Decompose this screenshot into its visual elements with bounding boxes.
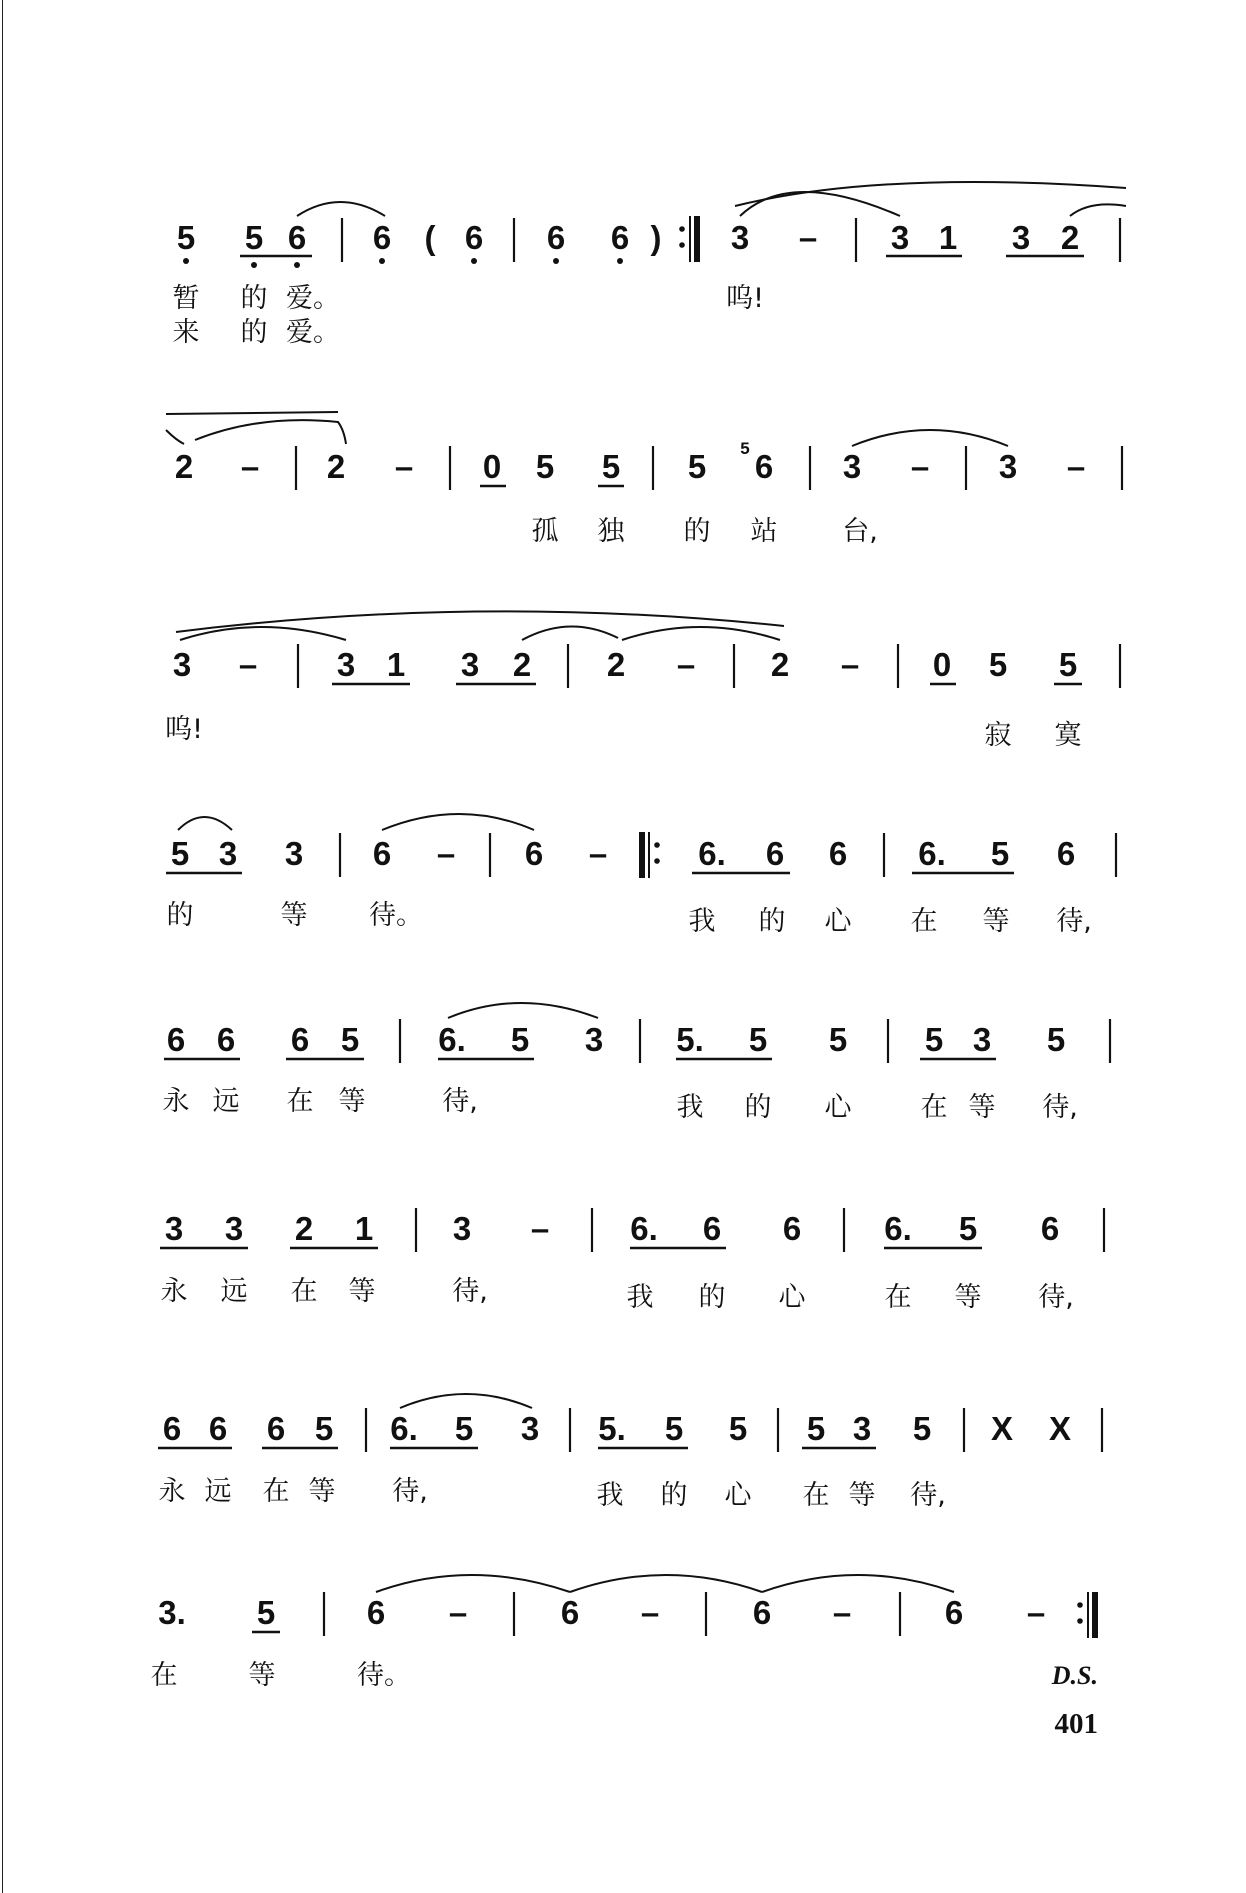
dash: – bbox=[238, 646, 258, 683]
lyric: 我 bbox=[676, 1092, 704, 1123]
lyric: 等 bbox=[308, 1476, 336, 1507]
note: 6 bbox=[1056, 835, 1076, 872]
note: 3 bbox=[520, 1410, 540, 1447]
note: 6. bbox=[438, 1021, 466, 1058]
note: 6 bbox=[524, 835, 544, 872]
lyric: 爱。 bbox=[286, 283, 340, 314]
dash: – bbox=[588, 835, 608, 872]
note: 2 bbox=[174, 448, 194, 485]
lyric: 寂 bbox=[984, 720, 1012, 751]
lyric: 在 bbox=[920, 1092, 948, 1123]
lyric: 待。 bbox=[369, 900, 423, 931]
note: 3 bbox=[972, 1021, 992, 1058]
note: 5 bbox=[806, 1410, 826, 1447]
note: 5 bbox=[454, 1410, 474, 1447]
note: 3 bbox=[460, 646, 480, 683]
dash: – bbox=[436, 835, 456, 872]
system-3 bbox=[165, 611, 1120, 751]
note: 1 bbox=[354, 1210, 374, 1247]
note: 3 bbox=[584, 1021, 604, 1058]
lyric: 待, bbox=[1042, 1092, 1078, 1123]
note: 6 bbox=[752, 1594, 772, 1631]
note: 3 bbox=[224, 1210, 244, 1247]
repeat-start-sign bbox=[642, 832, 660, 878]
note: 6 bbox=[290, 1021, 310, 1058]
note: 6. bbox=[918, 835, 946, 872]
dash: – bbox=[910, 448, 930, 485]
note: 6 bbox=[216, 1021, 236, 1058]
repeat-end-sign bbox=[679, 216, 697, 262]
paren-open: ( bbox=[424, 219, 436, 256]
slurs bbox=[166, 412, 1008, 446]
rhythm-x: X bbox=[1048, 1410, 1072, 1447]
lyric: 在 bbox=[286, 1086, 314, 1117]
note: 6. bbox=[390, 1410, 418, 1447]
note: 5 bbox=[244, 219, 264, 256]
lyric: 的 bbox=[166, 900, 194, 931]
lyric: 待, bbox=[392, 1476, 428, 1507]
note: 5 bbox=[990, 835, 1010, 872]
note: 5 bbox=[510, 1021, 530, 1058]
note: 6 bbox=[782, 1210, 802, 1247]
note: 3 bbox=[852, 1410, 872, 1447]
lyric: 等 bbox=[338, 1086, 366, 1117]
lyric: 的 bbox=[240, 283, 268, 314]
lyric: 心 bbox=[724, 1480, 752, 1511]
lyric: 寞 bbox=[1054, 720, 1082, 751]
lyric: 等 bbox=[848, 1480, 876, 1511]
lyric: 等 bbox=[954, 1282, 982, 1313]
note: 5 bbox=[988, 646, 1008, 683]
lyric: 远 bbox=[220, 1276, 248, 1307]
ds-mark: D.S. bbox=[1051, 1661, 1098, 1690]
system-1 bbox=[173, 182, 1127, 348]
note: 3 bbox=[164, 1210, 184, 1247]
lyric: 心 bbox=[824, 906, 852, 937]
lyric: 我 bbox=[626, 1282, 654, 1313]
note: 3 bbox=[172, 646, 192, 683]
system-7 bbox=[158, 1394, 1102, 1511]
note: 0 bbox=[482, 448, 502, 485]
note: 0 bbox=[932, 646, 952, 683]
note: 5 bbox=[535, 448, 555, 485]
lyric: 等 bbox=[968, 1092, 996, 1123]
note: 2 bbox=[326, 448, 346, 485]
note: 1 bbox=[386, 646, 406, 683]
slurs bbox=[178, 814, 534, 830]
lyric: 暂 bbox=[172, 283, 200, 314]
lyric: 在 bbox=[884, 1282, 912, 1313]
note: 6 bbox=[366, 1594, 386, 1631]
note: 5 bbox=[256, 1594, 276, 1631]
lyric: 永 bbox=[158, 1476, 186, 1507]
lyric: 来 bbox=[172, 317, 200, 348]
note: 3 bbox=[218, 835, 238, 872]
note: 2 bbox=[606, 646, 626, 683]
note: 6 bbox=[266, 1410, 286, 1447]
system-6 bbox=[160, 1208, 1104, 1313]
note: 6. bbox=[884, 1210, 912, 1247]
note: 5 bbox=[340, 1021, 360, 1058]
lyric: 独 bbox=[597, 516, 625, 547]
lyric: 永 bbox=[160, 1276, 188, 1307]
note: 6 bbox=[754, 448, 774, 485]
note: 5 bbox=[601, 448, 621, 485]
lyric: 呜! bbox=[165, 714, 203, 745]
note: 5 bbox=[664, 1410, 684, 1447]
lyric: 待, bbox=[1038, 1282, 1074, 1313]
note: 6 bbox=[372, 219, 392, 256]
lyric: 心 bbox=[824, 1092, 852, 1123]
note: 3 bbox=[452, 1210, 472, 1247]
grace-note: 5 bbox=[740, 439, 750, 458]
dash: – bbox=[530, 1210, 550, 1247]
note: 5 bbox=[958, 1210, 978, 1247]
slurs bbox=[176, 611, 784, 640]
note: 6 bbox=[560, 1594, 580, 1631]
note: 5 bbox=[314, 1410, 334, 1447]
note: 5 bbox=[748, 1021, 768, 1058]
lyric: 待, bbox=[442, 1086, 478, 1117]
lyric: 等 bbox=[280, 900, 308, 931]
note: 6. bbox=[698, 835, 726, 872]
lyric: 待, bbox=[1056, 906, 1092, 937]
note: 6 bbox=[287, 219, 307, 256]
note: 3 bbox=[730, 219, 750, 256]
note: 6 bbox=[166, 1021, 186, 1058]
lyric: 等 bbox=[348, 1276, 376, 1307]
note: 3 bbox=[284, 835, 304, 872]
lyric: 的 bbox=[744, 1092, 772, 1123]
lyric: 站 bbox=[750, 516, 778, 547]
note: 6 bbox=[546, 219, 566, 256]
lyric: 在 bbox=[910, 906, 938, 937]
lyric: 的 bbox=[698, 1282, 726, 1313]
slurs bbox=[376, 1575, 954, 1592]
note: 6 bbox=[828, 835, 848, 872]
dash: – bbox=[1026, 1594, 1046, 1631]
lyric: 待, bbox=[452, 1276, 488, 1307]
note: 5 bbox=[170, 835, 190, 872]
lyric: 的 bbox=[660, 1480, 688, 1511]
note: 5 bbox=[1058, 646, 1078, 683]
lyric: 台, bbox=[842, 516, 878, 547]
system-8 bbox=[151, 1575, 1099, 1691]
note: 6 bbox=[372, 835, 392, 872]
paren-close: ) bbox=[650, 219, 662, 256]
dash: – bbox=[798, 219, 818, 256]
note: 5. bbox=[598, 1410, 626, 1447]
note: 6. bbox=[630, 1210, 658, 1247]
lyric: 的 bbox=[240, 317, 268, 348]
note: 5 bbox=[1046, 1021, 1066, 1058]
lyric: 我 bbox=[596, 1480, 624, 1511]
lyric: 等 bbox=[248, 1660, 276, 1691]
note: 3 bbox=[998, 448, 1018, 485]
lyric: 远 bbox=[204, 1476, 232, 1507]
note: 5 bbox=[687, 448, 707, 485]
rhythm-x: X bbox=[990, 1410, 1014, 1447]
repeat-end-sign bbox=[1077, 1592, 1095, 1638]
slurs bbox=[400, 1394, 532, 1408]
note: 5. bbox=[676, 1021, 704, 1058]
note: 6 bbox=[162, 1410, 182, 1447]
system-2 bbox=[166, 412, 1122, 547]
page-number: 401 bbox=[1054, 1708, 1098, 1740]
note: 6 bbox=[1040, 1210, 1060, 1247]
dash: – bbox=[1066, 448, 1086, 485]
note: 3. bbox=[158, 1594, 186, 1631]
note: 5 bbox=[912, 1410, 932, 1447]
lyric: 孤 bbox=[531, 516, 559, 547]
lyric: 心 bbox=[778, 1282, 806, 1313]
system-5 bbox=[163, 1003, 1111, 1123]
note: 6 bbox=[702, 1210, 722, 1247]
note: 3 bbox=[890, 219, 910, 256]
lyric: 等 bbox=[982, 906, 1010, 937]
lyric: 待, bbox=[910, 1480, 946, 1511]
lyric: 永 bbox=[162, 1086, 190, 1117]
note: 3 bbox=[1011, 219, 1031, 256]
note: 5 bbox=[728, 1410, 748, 1447]
lyric: 爱。 bbox=[286, 317, 340, 348]
slurs bbox=[297, 182, 1126, 216]
dash: – bbox=[676, 646, 696, 683]
lyric: 在 bbox=[290, 1276, 318, 1307]
note: 3 bbox=[842, 448, 862, 485]
lyric: 远 bbox=[212, 1086, 240, 1117]
dash: – bbox=[448, 1594, 468, 1631]
note: 2 bbox=[770, 646, 790, 683]
underlines-and-dots bbox=[183, 256, 1084, 268]
lyric: 的 bbox=[683, 516, 711, 547]
lyric: 在 bbox=[262, 1476, 290, 1507]
note: 6 bbox=[765, 835, 785, 872]
note: 6 bbox=[944, 1594, 964, 1631]
note: 6 bbox=[464, 219, 484, 256]
note: 2 bbox=[1060, 219, 1080, 256]
system-4 bbox=[166, 814, 1116, 937]
slurs bbox=[448, 1003, 598, 1018]
note: 6 bbox=[208, 1410, 228, 1447]
note: 1 bbox=[938, 219, 958, 256]
lyric: 我 bbox=[688, 906, 716, 937]
note: 5 bbox=[176, 219, 196, 256]
dash: – bbox=[832, 1594, 852, 1631]
lyric: 的 bbox=[758, 906, 786, 937]
lyric: 在 bbox=[150, 1660, 178, 1691]
note: 5 bbox=[924, 1021, 944, 1058]
lyric: 在 bbox=[802, 1480, 830, 1511]
dash: – bbox=[240, 448, 260, 485]
note: 5 bbox=[828, 1021, 848, 1058]
dash: – bbox=[840, 646, 860, 683]
dash: – bbox=[394, 448, 414, 485]
note: 3 bbox=[336, 646, 356, 683]
lyric: 呜! bbox=[726, 283, 764, 314]
note: 2 bbox=[512, 646, 532, 683]
dash: – bbox=[640, 1594, 660, 1631]
note: 6 bbox=[610, 219, 630, 256]
lyric: 待。 bbox=[357, 1660, 411, 1691]
note: 2 bbox=[294, 1210, 314, 1247]
